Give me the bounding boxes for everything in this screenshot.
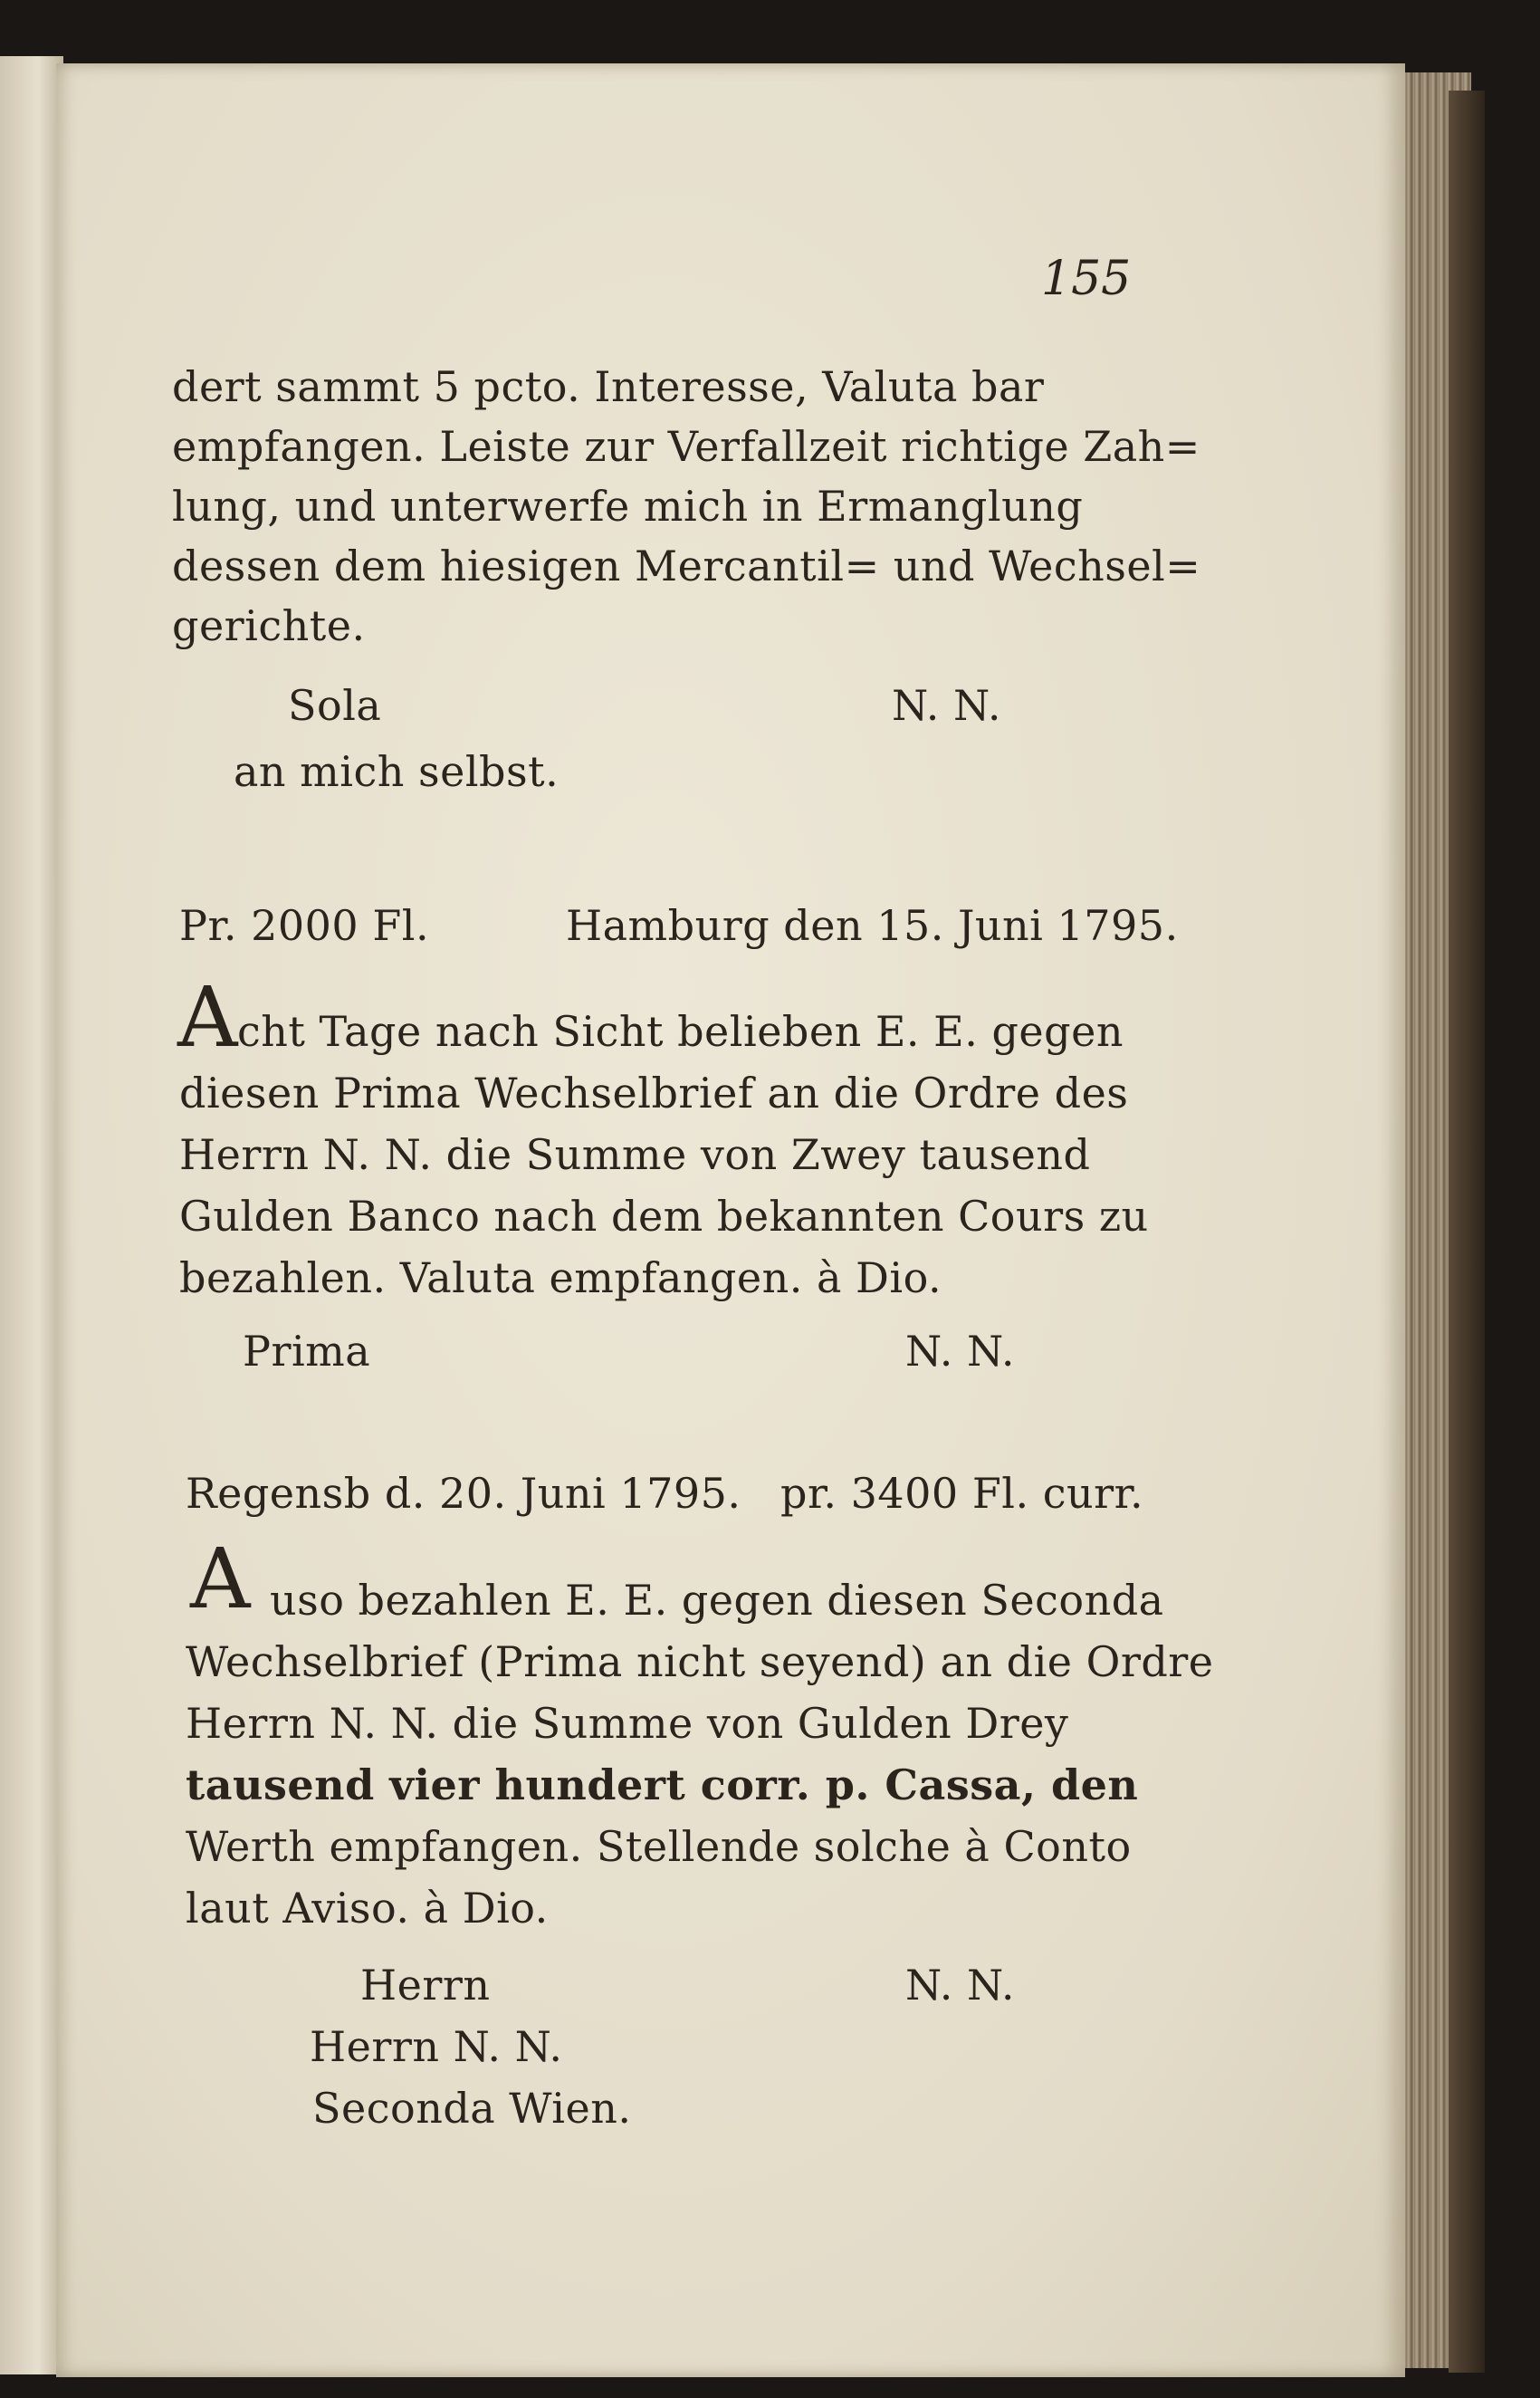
text-line: Wechselbrief (Prima nicht seyend) an die Ordre [186,1637,1214,1686]
signature: N. N. [892,681,1001,730]
text-line: Werth empfangen. Stellende solche à Conto [186,1822,1132,1871]
closing-herrn: Herrn [360,1961,491,2010]
text-line: uso bezahlen E. E. gegen diesen Seconda [270,1576,1164,1625]
sola-label: Sola [288,681,382,730]
text-line: gerichte. [172,601,366,650]
bill-place-date: Hamburg den 15. Juni 1795. [566,901,1179,950]
left-page-edge [0,56,63,2374]
prima-label: Prima [243,1327,371,1376]
book-cover-edge [1449,91,1485,2373]
addressee: Herrn N. N. [310,2022,563,2071]
addressee: an mich selbst. [234,747,560,796]
text-line: dessen dem hiesigen Mercantil= und Wechsel= [172,542,1201,590]
text-line: Herrn N. N. die Summe von Gulden Drey [186,1699,1069,1748]
text-line: Gulden Banco nach dem bekannten Cours zu [179,1192,1149,1241]
bill-amount: Pr. 2000 Fl. [179,901,430,950]
text-line: tausend vier hundert corr. p. Cassa, den [186,1760,1139,1809]
text-line: laut Aviso. à Dio. [186,1884,549,1933]
bill-place-date: Regensb d. 20. Juni 1795. [186,1469,741,1518]
bill-amount: pr. 3400 Fl. curr. [780,1469,1144,1518]
signature: N. N. [905,1961,1015,2010]
text-line: cht Tage nach Sicht belieben E. E. gegen [237,1007,1124,1056]
text-line: Herrn N. N. die Summe von Zwey tausend [179,1130,1091,1179]
text-line: lung, und unterwerfe mich in Ermanglung [172,482,1084,531]
text-line: empfangen. Leiste zur Verfallzeit richtige Zah= [172,422,1200,471]
page-number: 155 [1041,252,1132,306]
signature: N. N. [905,1327,1015,1376]
text-line: diesen Prima Wechselbrief an die Ordre des [179,1069,1129,1117]
addressee: Seconda Wien. [312,2084,632,2133]
text-line: bezahlen. Valuta empfangen. à Dio. [179,1253,942,1302]
text-line: dert sammt 5 pcto. Interesse, Valuta bar [172,362,1045,411]
drop-initial: A [177,969,238,1066]
drop-initial: A [190,1530,251,1627]
